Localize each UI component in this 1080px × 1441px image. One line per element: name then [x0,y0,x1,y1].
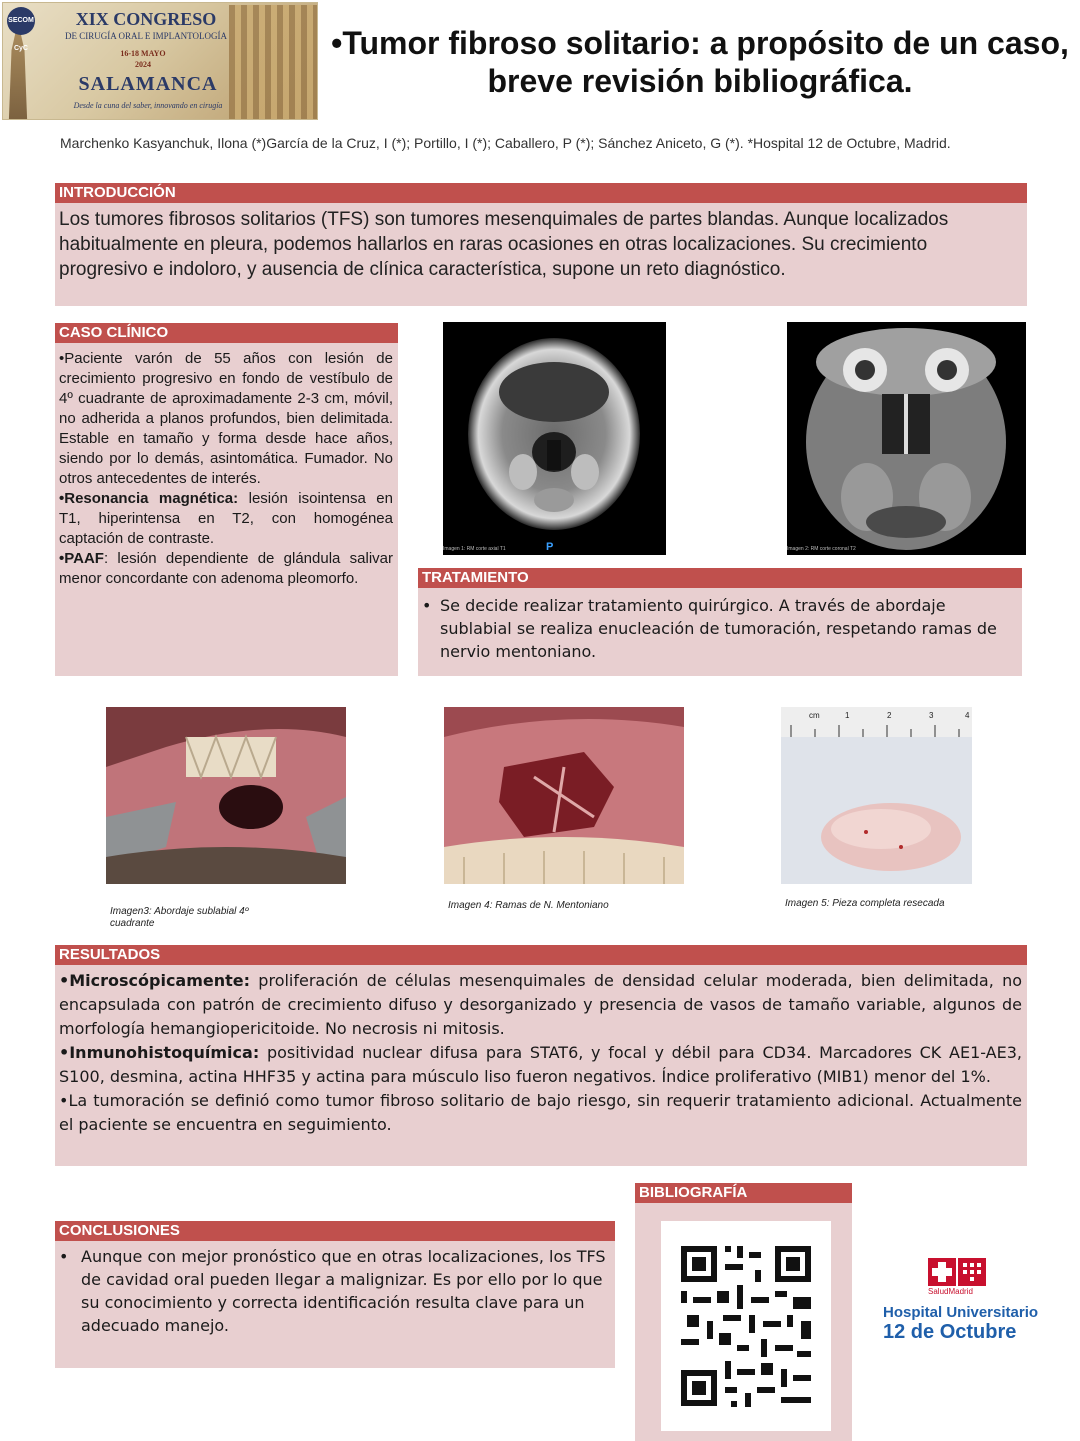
treatment-body [418,588,1022,663]
mri-coronal-image [787,322,1026,555]
hospital-name-line1: Hospital Universitario [883,1304,1039,1321]
photo-specimen-drawing [781,707,972,884]
poster-title: •Tumor fibroso solitario: a propósito de un caso, breve revisión bibliográfica. [331,25,1069,99]
caption-image-4: Imagen 4: Ramas de N. Mentoniano [448,900,609,911]
banner-year: 2024 [135,60,151,69]
treatment-section [418,568,1022,676]
intro-text: Los tumores fibrosos solitarios (TFS) son tumores mesenquimales de partes blandas. Aunque localizados habitualmente en pleura, podemos hallarlos en raras ocasiones en otras localizaciones. Su crecimiento progresivo e indoloro, y ausencia de clínica característica, supone un reto diagnóstico. [59,209,949,280]
results-ihc-label: •Inmunohistoquímica: [59,1043,260,1062]
results-microscopy [59,969,1022,1041]
caption-image-5: Imagen 5: Pieza completa resecada [785,898,945,909]
conclusions-bullet: • [59,1247,69,1266]
mri-axial-marker: P [546,541,554,553]
salud-madrid-label: SaludMadrid [928,1287,973,1296]
ruler-label-1: 1 [845,711,850,720]
qr-code-icon [661,1221,831,1431]
salud-madrid-icon [928,1258,988,1288]
photo-resected-specimen [781,707,972,884]
case-item-paaf-text: : lesión dependiente de glándula salivar menor concordante con adenoma pleomorfo. [59,550,393,587]
banner-subtitle: DE CIRUGÍA ORAL E IMPLANTOLOGÍA [65,31,227,41]
treatment-bullet: • [422,596,432,615]
intro-header: INTRODUCCIÓN [55,183,1027,203]
results-body [55,965,1027,1137]
intro-section [55,183,1027,306]
ruler-label-4: 4 [965,711,970,720]
case-section [55,323,398,676]
conclusions-body [55,1241,615,1337]
case-header: CASO CLÍNICO [55,323,398,343]
ruler-unit: cm [809,711,820,720]
results-diagnosis: •La tumoración se definió como tumor fibroso solitario de bajo riesgo, sin requerir tratamiento adicional. Actualmente el paciente se encuentra en seguimiento. [59,1091,1022,1134]
conclusions-header: CONCLUSIONES [55,1221,615,1241]
photo-nerve-branches [444,707,684,884]
results-header: RESULTADOS [55,945,1027,965]
banner-motto: Desde la cuna del saber, innovando en cirugía [73,101,223,110]
bibliography-header: BIBLIOGRAFÍA [635,1183,852,1203]
results-microscopy-label: •Microscópicamente: [59,971,251,990]
photo-nerve-drawing [444,707,684,884]
photo-sublabial-approach [106,707,346,884]
case-item-mri-label: •Resonancia magnética: [59,490,239,507]
treatment-text: Se decide realizar tratamiento quirúrgico. A través de abordaje sublabial se realiza enucleación de tumoración, respetando ramas de nervio mentoniano. [440,596,997,661]
ruler-label-3: 3 [929,711,934,720]
case-body [55,343,398,589]
bibliography-section [635,1183,852,1441]
mri-coronal-drawing [787,322,1026,555]
ruler-label-2: 2 [887,711,892,720]
results-microscopy-text: proliferación de células mesenquimales de densidad celular moderada, bien delimitada, no encapsulada con patrón de crecimiento difuso y desorganizado y presencia de vasos de tamaño variable, algunos de morfología hemangiopericitoide. No necrosis ni mitosis. [59,971,1022,1038]
conclusions-text: Aunque con mejor pronóstico que en otras localizaciones, los TFS de cavidad oral pueden llegar a malignizar. Es por ello por lo que su conocimiento y correcta identificación resulta clave para un adecuado manejo. [81,1247,606,1335]
hospital-logo [880,1258,1060,1358]
results-section [55,945,1027,1166]
congress-banner [2,2,318,120]
results-ihc [59,1041,1022,1089]
mri-axial-image [443,322,666,555]
case-item-mri [59,489,393,549]
case-item-paaf [59,549,393,589]
qr-code-panel[interactable] [661,1221,831,1431]
caption-image-3: Imagen3: Abordaje sublabial 4º cuadrante [110,906,249,929]
banner-edition: XIX CONGRESO [75,9,217,29]
secom-logo: SECOM CyC [7,7,35,35]
mri-axial-drawing [443,322,666,555]
conclusions-section [55,1221,615,1368]
mri-axial-caption: Imagen 1: RM corte axial T1 [443,546,506,552]
banner-dates: 16-18 MAYO [120,49,166,58]
case-item-patient: •Paciente varón de 55 años con lesión de crecimiento progresivo en fondo de vestíbulo de 4º cuadrante de aproximadamente 2-3 cm, móvil, no adherida a planos profundos, bien delimitada. Estable en tamaño y forma desde hace años, siendo por lo demás, asintomática. Fumador. No otros antecedentes de interés. [59,350,393,487]
treatment-header: TRATAMIENTO [418,568,1022,588]
mri-coronal-caption: Imagen 2: RM corte coronal T2 [787,546,856,552]
authors: Marchenko Kasyanchuk, Ilona (*)García de la Cruz, I (*); Portillo, I (*); Caballero, P (*); Sánchez Aniceto, G (*). *Hospital 12 de Octubre, Madrid. [60,135,951,151]
case-item-paaf-label: •PAAF [59,550,104,567]
photo-sublabial-drawing [106,707,346,884]
banner-city: SALAMANCA [78,73,218,95]
case-item-mri-text: lesión isointensa en T1, hiperintensa en T2, con homogénea captación de contraste. [59,490,393,547]
results-ihc-text: positividad nuclear difusa para STAT6, y focal y débil para CD34. Marcadores CK AE1-AE3, S100, desmina, actina HHF35 y actina para músculo liso fueron negativos. Índice proliferativo (MIB1) menor del 1%. [59,1043,1022,1086]
hospital-name-line2: 12 de Octubre [883,1321,1017,1343]
